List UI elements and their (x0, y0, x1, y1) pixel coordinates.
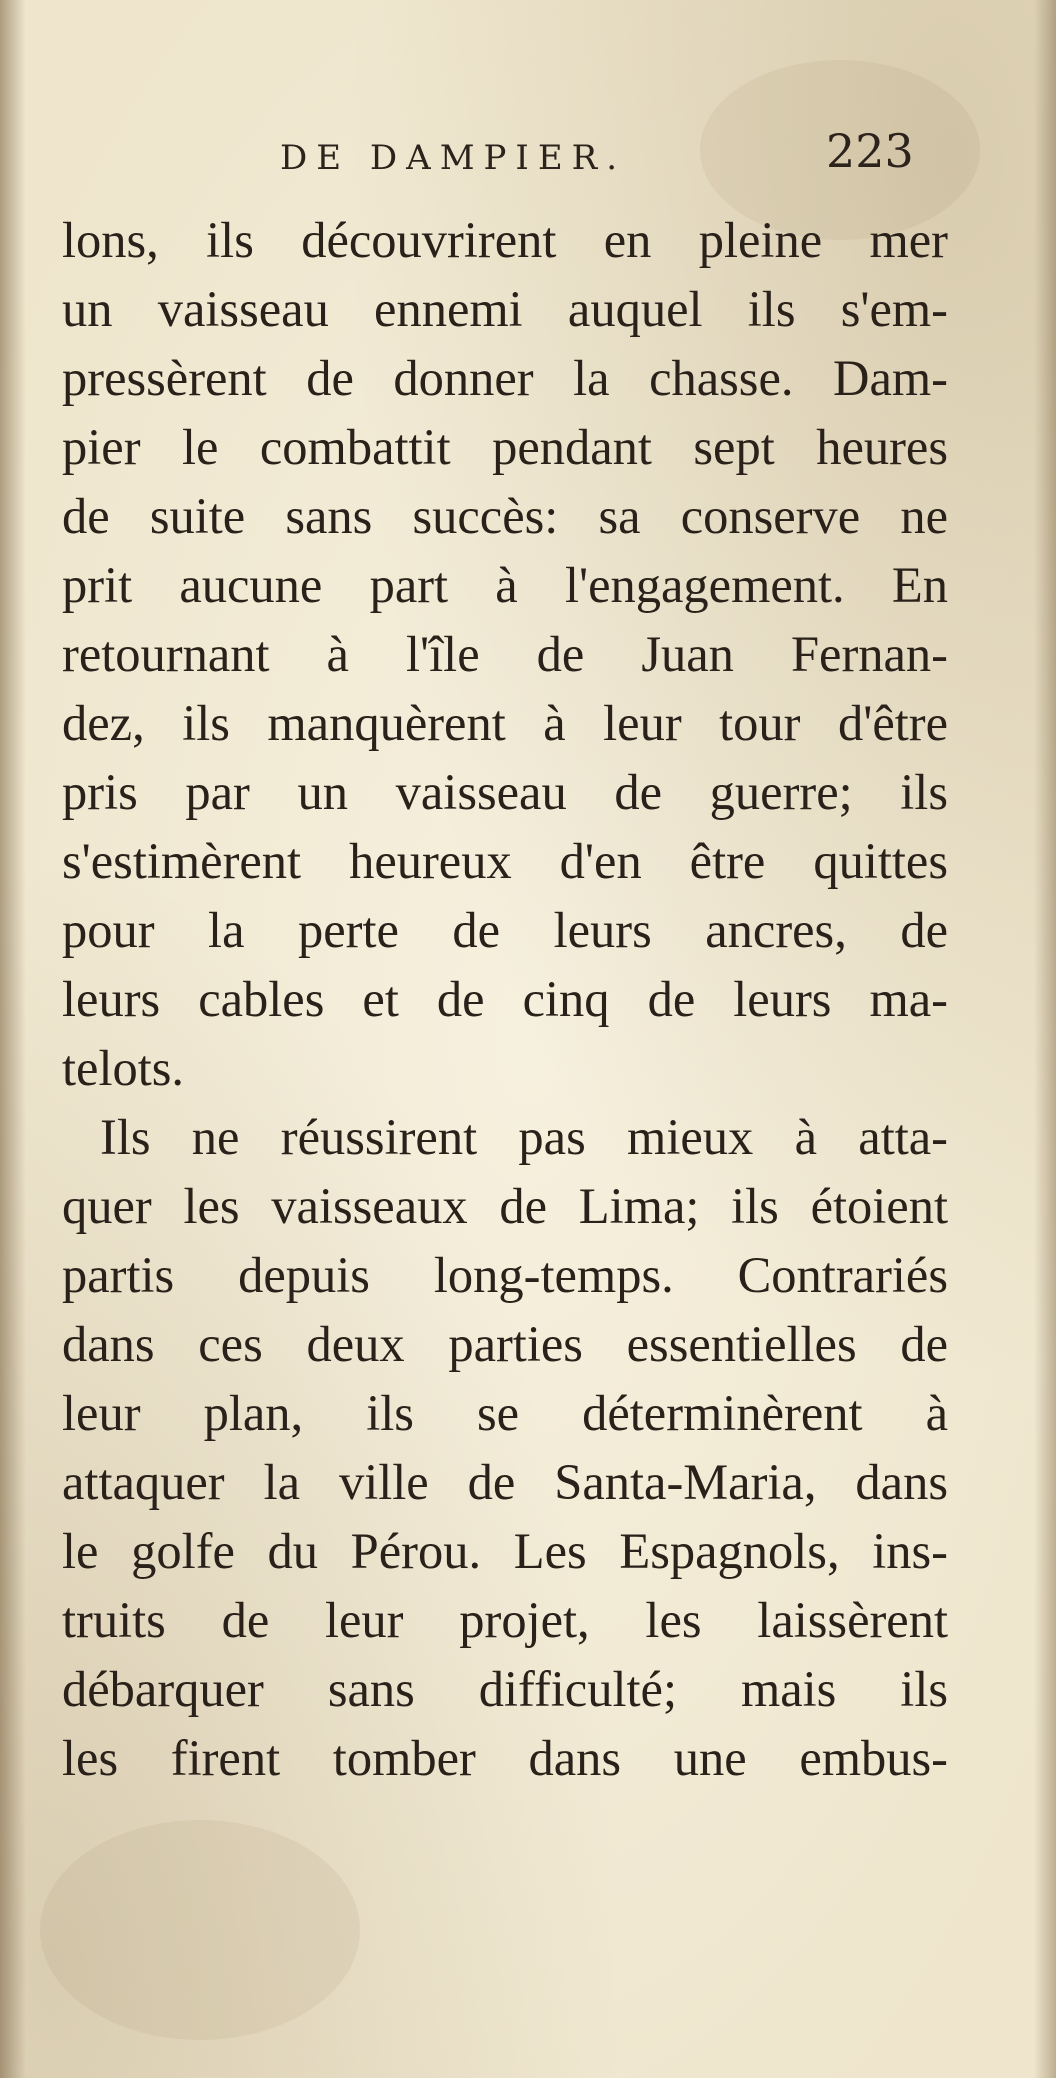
text-line: attaquer la ville de Santa-Maria, dans (62, 1454, 948, 1510)
paragraph-last-line: telots. (62, 1040, 185, 1096)
text-line: quer les vaisseaux de Lima; ils étoient (62, 1178, 948, 1234)
text-line: retournant à l'île de Juan Fernan- (62, 626, 948, 682)
paper-stain (40, 1820, 360, 2040)
text-line: un vaisseau ennemi auquel ils s'em- (62, 281, 948, 337)
running-head: DE DAMPIER. (280, 138, 627, 178)
text-line: pour la perte de leurs ancres, de (62, 902, 948, 958)
page-edge-shadow-right (1034, 0, 1056, 2078)
paragraph-first-line: Ils ne réussirent pas mieux à atta- (100, 1109, 948, 1165)
text-line: lons, ils découvrirent en pleine mer (62, 212, 948, 268)
text-line: dans ces deux parties essentielles de (62, 1316, 948, 1372)
text-line: leurs cables et de cinq de leurs ma- (62, 971, 948, 1027)
text-line: partis depuis long-temps. Contrariés (62, 1247, 948, 1303)
text-line: les firent tomber dans une embus- (62, 1730, 948, 1786)
body-text (62, 206, 948, 1793)
text-line: pier le combattit pendant sept heures (62, 419, 948, 475)
text-line: pressèrent de donner la chasse. Dam- (62, 350, 948, 406)
text-line: leur plan, ils se déterminèrent à (62, 1385, 948, 1441)
text-line: truits de leur projet, les laissèrent (62, 1592, 948, 1648)
text-line: prit aucune part à l'engagement. En (62, 557, 948, 613)
text-line: dez, ils manquèrent à leur tour d'être (62, 695, 948, 751)
text-line: pris par un vaisseau de guerre; ils (62, 764, 948, 820)
text-line: débarquer sans difficulté; mais ils (62, 1661, 948, 1717)
text-line: le golfe du Pérou. Les Espagnols, ins- (62, 1523, 948, 1579)
text-line: de suite sans succès: sa conserve ne (62, 488, 948, 544)
text-line: s'estimèrent heureux d'en être quittes (62, 833, 948, 889)
page-number: 223 (826, 124, 914, 178)
page-edge-shadow-left (0, 0, 26, 2078)
